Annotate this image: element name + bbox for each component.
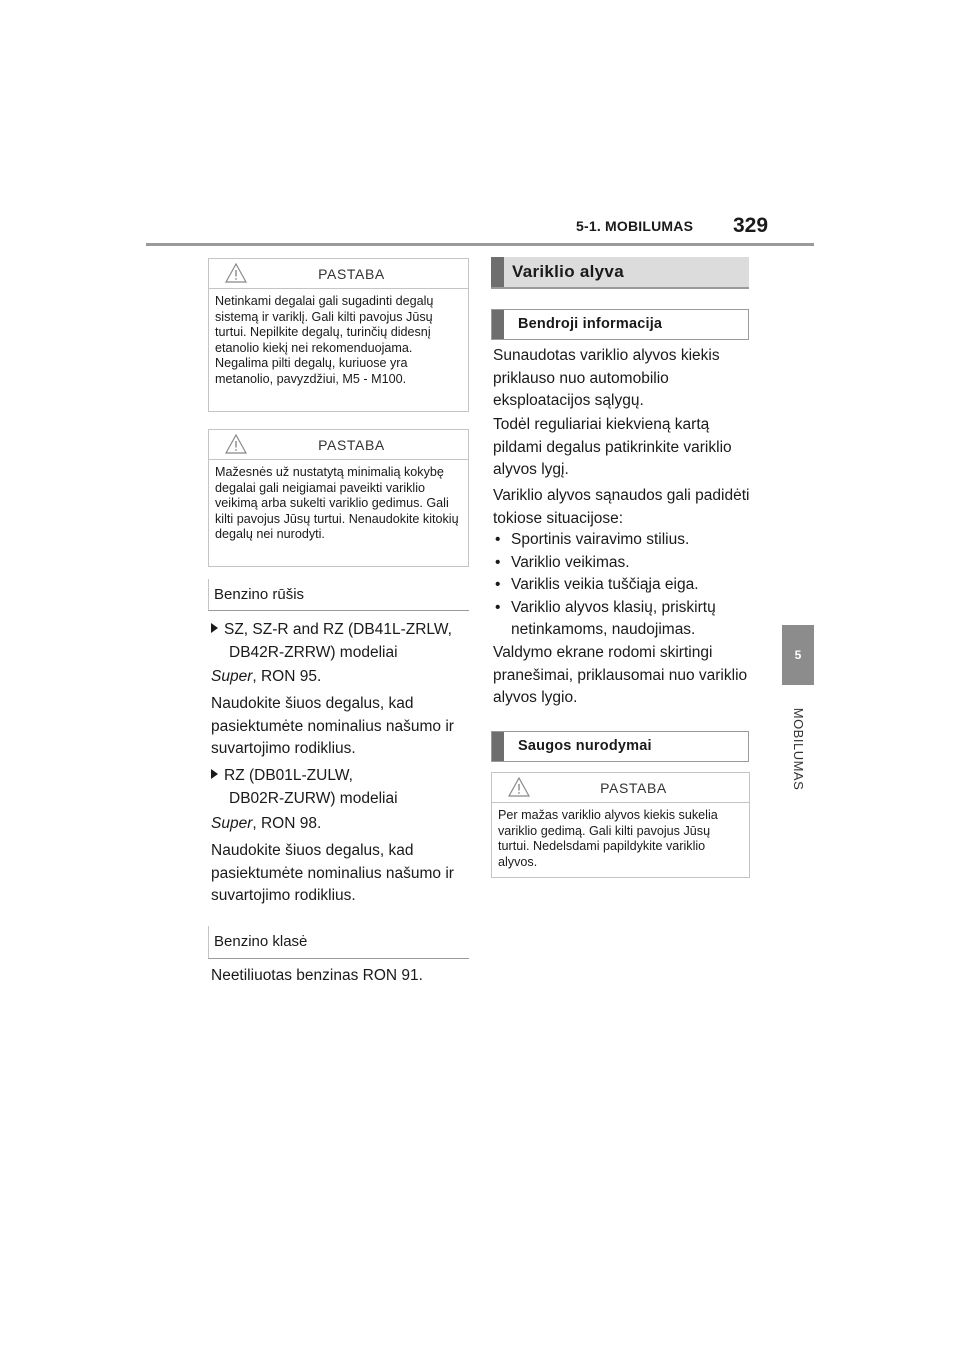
fuel-name: Super xyxy=(211,815,253,832)
fuel-rating: , RON 95. xyxy=(252,668,322,685)
fuel-name: Super xyxy=(211,668,253,685)
caution-box-oil-level xyxy=(491,772,750,878)
section-heading-text: Variklio alyva xyxy=(512,262,624,281)
page-number: 329 xyxy=(733,214,769,237)
heading-general-info xyxy=(491,309,749,340)
heading-text: Saugos nurodymai xyxy=(518,738,652,754)
subheading-fuel-class xyxy=(208,926,469,959)
model-line: DB42R-ZRRW) modeliai xyxy=(229,643,398,661)
heading-safety xyxy=(491,731,749,762)
caution-title: PASTABA xyxy=(318,437,385,453)
list-item: • Variklio veikimas. xyxy=(493,552,755,575)
oil-paragraph-1: Sunaudotas variklio alyvos kiekis priklauso nuo automobilio eksploatacijos sąlygų. xyxy=(493,347,720,409)
caution-text: Mažesnės už nustatytą minimalią kokybę degalai gali neigiamai paveikti variklio veikimą arba sukelti variklio gedimus. Gali kilti pavojus Jūsų turtui. Nenaudokite kitokių degalų nei nurodyti. xyxy=(215,465,459,541)
list-item: • Variklio alyvos klasių, priskirtų netinkamoms, naudojimas. xyxy=(493,597,755,642)
model-line: SZ, SZ-R and RZ (DB41L-ZRLW, xyxy=(224,621,452,638)
model-line: DB02R-ZURW) modeliai xyxy=(229,789,398,807)
arrow-bullet-icon xyxy=(211,769,218,779)
header-rule xyxy=(146,243,814,246)
oil-paragraph-4: Valdymo ekrane rodomi skirtingi pranešimai, priklausomai nuo variklio alyvos lygio. xyxy=(493,644,748,706)
heading-bar xyxy=(492,310,504,339)
caution-title: PASTABA xyxy=(318,266,385,282)
subheading-text: Benzino klasė xyxy=(214,933,308,950)
arrow-bullet-icon xyxy=(211,623,218,633)
caution-box-fuel-system xyxy=(208,258,469,412)
heading-text: Bendroji informacija xyxy=(518,316,663,332)
caution-header xyxy=(492,773,749,803)
model-list-2 xyxy=(211,765,473,810)
heading-bar xyxy=(492,732,504,761)
heading-bar xyxy=(491,257,504,287)
fuel-spec-2 xyxy=(211,813,473,836)
caution-text: Per mažas variklio alyvos kiekis sukelia variklio gedimą. Gali kilti pavojus Jūsų turtui. Nedelsdami papildykite variklio alyvos. xyxy=(498,808,718,869)
model-line: RZ (DB01L-ZULW, xyxy=(224,767,353,784)
model-list-1 xyxy=(211,619,473,664)
section-title: 5-1. MOBILUMAS xyxy=(576,218,694,234)
caution-header xyxy=(209,259,468,289)
oil-paragraph-2: Todėl reguliariai kiekvieną kartą pildami degalus patikrinkite variklio alyvos lygį. xyxy=(493,416,732,478)
unleaded-text: Neetiliuotas benzinas RON 91. xyxy=(211,967,423,984)
caution-title: PASTABA xyxy=(600,780,667,796)
subheading-fuel-type xyxy=(208,579,469,611)
oil-consumption-list xyxy=(493,529,755,642)
subheading-text: Benzino rūšis xyxy=(214,586,305,603)
fuel-rating: , RON 98. xyxy=(252,815,322,832)
chapter-label: MOBILUMAS xyxy=(791,707,806,791)
list-item: • Sportinis vairavimo stilius. xyxy=(493,529,755,552)
fuel-spec-1 xyxy=(211,666,473,689)
caution-header xyxy=(209,430,468,460)
list-item: • Variklis veikia tuščiąja eiga. xyxy=(493,574,755,597)
usage-text-1: Naudokite šiuos degalus, kad pasiektumėte nominalius našumo ir suvartojimo rodiklius. xyxy=(211,695,454,757)
chapter-tab: 5 xyxy=(782,625,814,685)
oil-paragraph-3: Variklio alyvos sąnaudos gali padidėti tokiose situacijose: xyxy=(493,487,750,527)
usage-text-2: Naudokite šiuos degalus, kad pasiektumėte nominalius našumo ir suvartojimo rodiklius. xyxy=(211,842,454,904)
section-heading-engine-oil xyxy=(491,257,749,289)
caution-text: Netinkami degalai gali sugadinti degalų sistemą ir variklį. Gali kilti pavojus Jūsų turtui. Nepilkite degalų, turinčių didesnį etanolio kiekį nei rekomenduojama. Negalima pilti degalų, kuriuose yra metanolio, pavyzdžiui, M5 - M100. xyxy=(215,294,434,386)
caution-box-fuel-quality xyxy=(208,429,469,567)
